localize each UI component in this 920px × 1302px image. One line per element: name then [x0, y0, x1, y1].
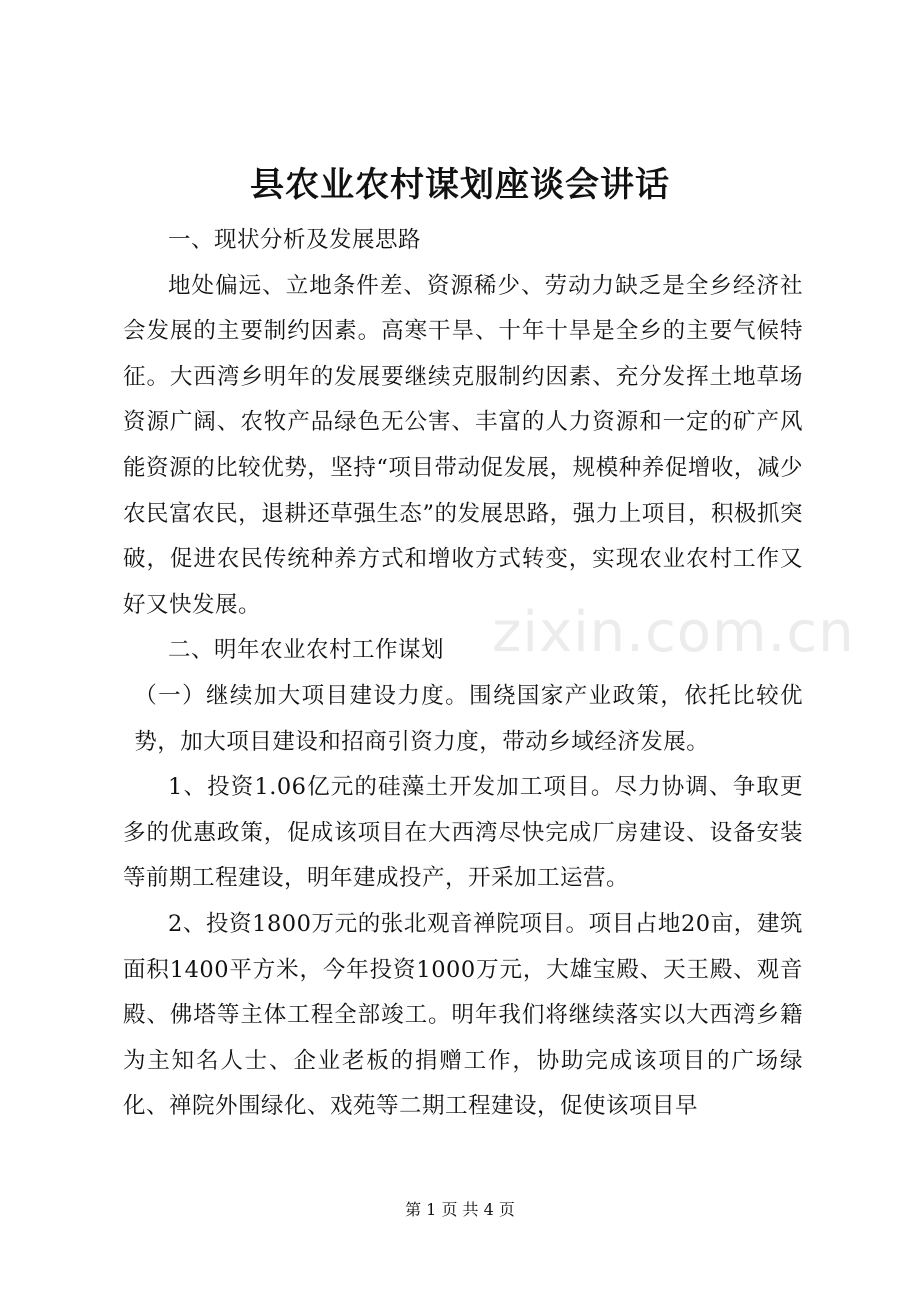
paragraph-item-1: 1、投资1.06亿元的硅藻土开发加工项目。尽力协调、争取更多的优惠政策，促成该项目在大西湾尽快完成厂房建设、设备安装等前期工程建设，明年建成投产，开采加工运营。 — [123, 774, 803, 892]
section-heading-1: 一、现状分析及发展思路 — [168, 227, 422, 253]
paragraph-situation: 地处偏远、立地条件差、资源稀少、劳动力缺乏是全乡经济社会发展的主要制约因素。高寒干旱、十年十旱是全乡的主要气候特征。大西湾乡明年的发展要继续克服制约因素、充分发挥土地草场资源广阔、农牧产品绿色无公害、丰富的人力资源和一定的矿产风能资源的比较优势，坚持“项目带动促发展，规模种养促增收，减少农民富农民，退耕还草强生态”的发展思路，强力上项目，积极抓突破，促进农民传统种养方式和增收方式转变，实现农业农村工作又好又快发展。 — [123, 272, 803, 618]
section-heading-2: 二、明年农业农村工作谋划 — [168, 637, 445, 664]
paragraph-project-construction: （一）继续加大项目建设力度。围绕国家产业政策，依托比较优势，加大项目建设和招商引资力度，带动乡域经济发展。 — [134, 682, 803, 755]
document-body — [123, 218, 803, 1130]
watermark: zixin.com.cn — [492, 600, 855, 665]
paragraph-item-2: 2、投资1800万元的张北观音禅院项目。项目占地20亩，建筑面积1400平方米，今年投资1000万元，大雄宝殿、天王殿、观音殿、佛塔等主体工程全部竣工。明年我们将继续落实以大西湾乡籍为主知名人士、企业老板的捐赠工作，协助完成该项目的广场绿化、禅院外围绿化、戏苑等二期工程建设，促使该项目早 — [123, 910, 803, 1120]
document-title: 县农业农村谋划座谈会讲话 — [250, 165, 670, 205]
page-footer: 第 1 页 共 4 页 — [405, 1200, 515, 1219]
